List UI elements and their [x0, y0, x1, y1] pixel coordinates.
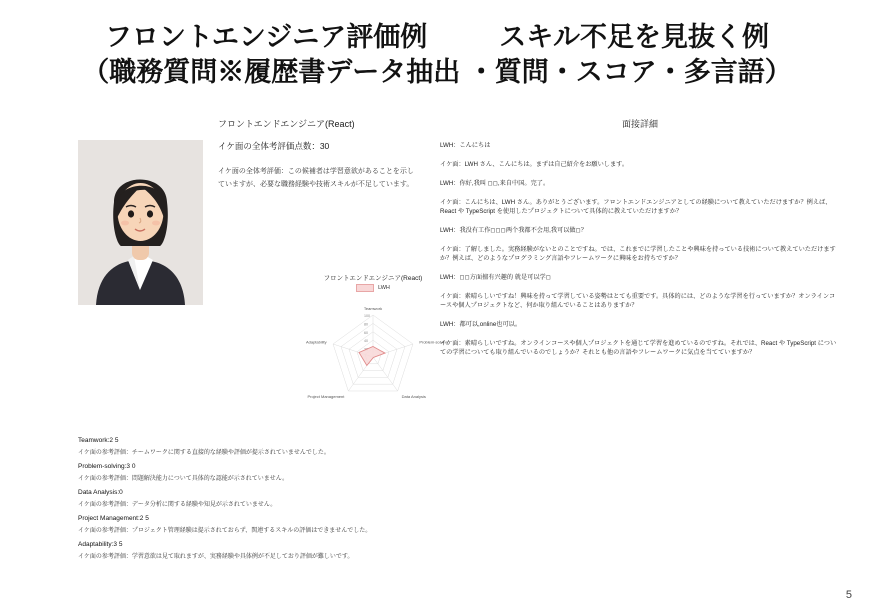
- score-label: Data Analysis:0: [78, 489, 123, 496]
- svg-text:100: 100: [364, 314, 370, 318]
- list-item: [78, 489, 498, 508]
- svg-text:Data Analysis: Data Analysis: [401, 393, 426, 399]
- legend-label: LWH: [378, 285, 390, 291]
- candidate-block: [78, 140, 449, 440]
- page-number: 5: [845, 589, 852, 601]
- title-line-1: [0, 20, 874, 55]
- svg-text:60: 60: [364, 330, 368, 335]
- score-comment: イケ面の参考評価：プロジェクト管理経験は提示されておらず、関連するスキルの評価はできませんでした。: [78, 528, 372, 534]
- score-list: [78, 437, 498, 567]
- svg-text:Teamwork: Teamwork: [363, 305, 383, 311]
- title-part-left: フロントエンジニア評価例: [105, 22, 428, 52]
- score-comment: イケ面の参考評価：チームワークに関する直接的な経験や評価が提示されていませんでした。: [78, 450, 330, 456]
- score-comment: イケ面の参考評価：問題解決能力について具体的な認能が示されていません。: [78, 476, 289, 482]
- list-item: [78, 541, 498, 560]
- title-line-2: （職務質問※履歴書データ抽出 ・質問・スコア・多言語）: [82, 56, 792, 87]
- interview-detail-heading: 面接詳細: [621, 119, 658, 129]
- score-label: Teamwork:2 5: [78, 437, 119, 444]
- svg-text:80: 80: [364, 322, 368, 327]
- score-label: Project Management:2 5: [78, 515, 149, 522]
- radar-chart-title: フロントエンドエンジニア(React): [323, 275, 423, 282]
- transcript-line: LWH：你好,我叫 ◻◻,来自中国。完了。: [440, 179, 550, 187]
- legend-swatch-icon: [356, 284, 374, 292]
- overall-comment: イケ面の全体考評価：この候補者は学習意欲があることを示していますが、必要な職務経験や技術スキルが不足しています。: [218, 168, 414, 188]
- transcript-line: LWH：◻◻方面擅有兴趣的 就是可以学◻: [440, 273, 551, 281]
- summary-block: [218, 140, 418, 192]
- interview-transcript: [440, 142, 840, 358]
- transcript-line: イケ面：素晴らしいですね。オンラインコースや個人プロジェクトを通じて学習を進めているのですね。それでは、React や TypeScript についての学習についても取り組んでいるのでしょうか？それとも他の言語やフレームワークに気点を当てていますか？: [440, 339, 837, 356]
- score-comment: イケ面の参考評価：データ分析に関する経験や知見が示されていません。: [78, 502, 277, 508]
- score-label: Adaptability:3 5: [78, 541, 123, 548]
- right-panel: [440, 117, 840, 368]
- transcript-line: イケ面：素晴らしいですね！興味を持って学習している姿勢はとても重要です。具体的には、どのような学習を行っていますか？オンラインコースや個人プロジェクトなど、何か取り組んでいることはありますか？: [440, 292, 836, 309]
- title-part-right: スキル不足を見抜く例: [499, 22, 769, 52]
- score-label: Problem-solving:3 0: [78, 463, 136, 470]
- svg-text:Adaptability: Adaptability: [305, 339, 327, 345]
- overall-score: イケ面の全体考評価点数：30: [218, 141, 330, 151]
- svg-text:40: 40: [364, 339, 368, 344]
- list-item: [78, 437, 498, 456]
- transcript-line: イケ面：こんにちは、LWH さん。ありがとうございます。フロントエンドエンジニアとしての経験について教えていただけますか？例えば、React や TypeScript を使用したプロジェクトについて具体的に教えていただけますか？: [440, 198, 832, 215]
- transcript-line: LWH：我没有工作◻◻◻两个我都不会用,我可以做◻？: [440, 226, 587, 234]
- score-comment: イケ面の参考評価：学習意欲は見て取れますが、実務経験や具体例が不足しており評価が難しいです。: [78, 554, 354, 560]
- transcript-line: LWH：こんにちは: [440, 142, 491, 149]
- left-panel: [78, 117, 449, 440]
- page-title: [0, 20, 874, 89]
- transcript-line: LWH：都可以,online也可以。: [440, 320, 522, 328]
- transcript-line: イケ面：了解しました。実務経験がないとのことですね。では、これまでに学習したことや興味を持っている技術について教えていただけますか？例えば、どのようなプログラミング言語やフレームワークに興味をお持ちですか？: [440, 245, 836, 262]
- transcript-line: イケ面：LWH さん、こんにちは。まずは自己紹介をお願いします。: [440, 160, 629, 168]
- svg-text:Problem-solving: Problem-solving: [419, 339, 449, 345]
- avatar: [78, 140, 203, 305]
- list-item: [78, 463, 498, 482]
- list-item: [78, 515, 498, 534]
- svg-text:Project Management: Project Management: [307, 393, 345, 399]
- candidate-role-heading: フロントエンドエンジニア(React): [218, 119, 355, 129]
